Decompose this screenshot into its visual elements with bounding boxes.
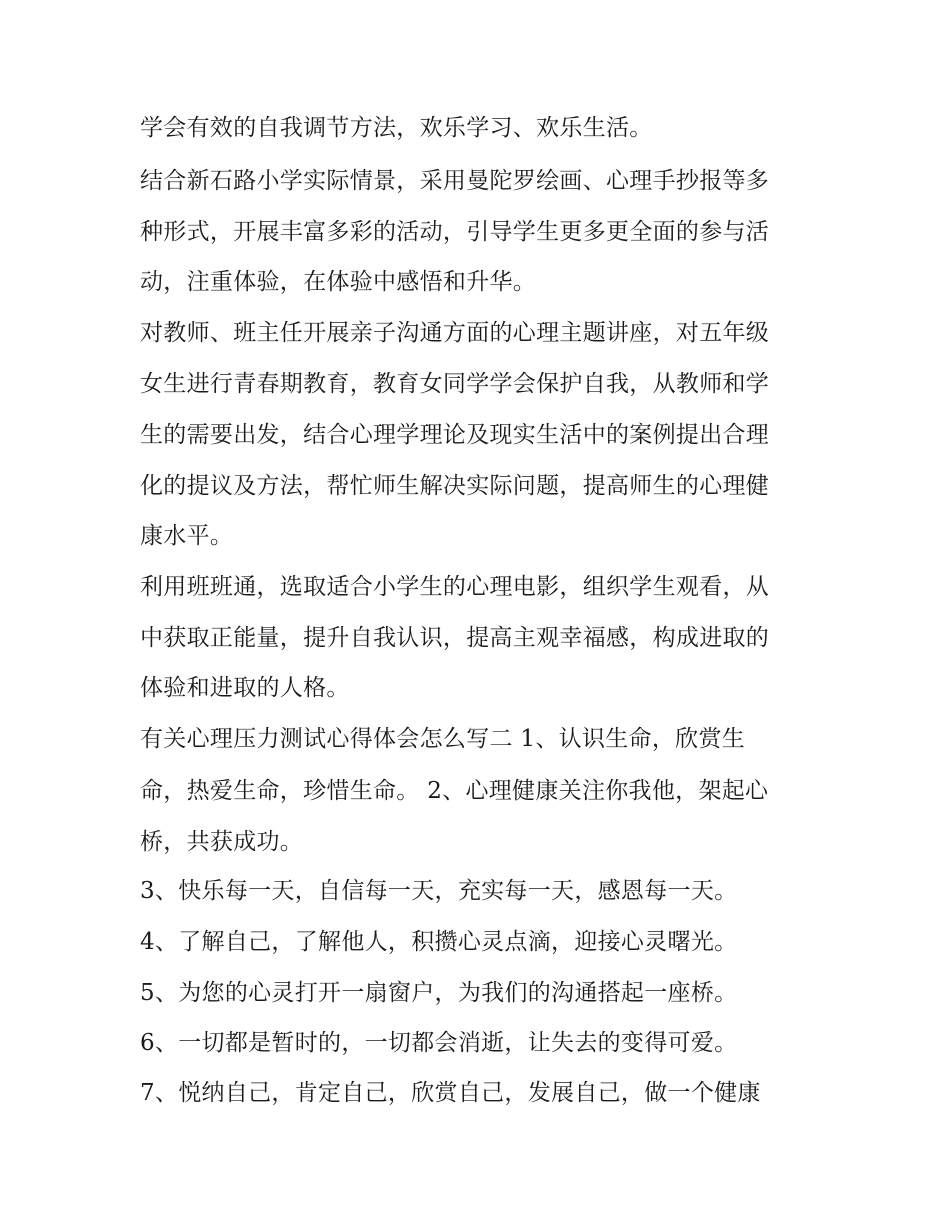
text-line-9: 康水平。 [140,523,234,549]
text-line-2: 结合新石路小学实际情景，采用曼陀罗绘画、心理手抄报等多 [140,168,770,194]
text-line-15: 桥，共获成功。 [140,829,304,855]
text-line-6: 女生进行青春期教育，教育女同学学会保护自我，从教师和学 [140,371,770,397]
text-line-17: 4、了解自己，了解他人，积攒心灵点滴，迎接心灵曙光。 [140,929,738,955]
text-line-18: 5、为您的心灵打开一扇窗户，为我们的沟通搭起一座桥。 [140,980,738,1006]
text-line-14: 命，热爱生命，珍惜生命。 2、心理健康关注你我他，架起心 [140,778,769,804]
text-line-12: 体验和进取的人格。 [140,675,350,701]
text-line-19: 6、一切都是暂时的，一切都会消逝，让失去的变得可爱。 [140,1030,738,1056]
text-line-10: 利用班班通，选取适合小学生的心理电影，组织学生观看，从 [140,574,770,600]
text-line-20: 7、悦纳自己，肯定自己，欣赏自己，发展自己，做一个健康 [140,1080,761,1106]
text-line-8: 化的提议及方法，帮忙师生解决实际问题，提高师生的心理健 [140,473,770,499]
text-line-3: 种形式，开展丰富多彩的活动，引导学生更多更全面的参与活 [140,219,770,245]
text-line-1: 学会有效的自我调节方法，欢乐学习、欢乐生活。 [140,115,653,141]
text-line-7: 生的需要出发，结合心理学理论及现实生活中的案例提出合理 [140,422,770,448]
text-line-11: 中获取正能量，提升自我认识，提高主观幸福感，构成进取的 [140,625,770,651]
text-line-4: 动，注重体验，在体验中感悟和升华。 [140,269,537,295]
text-line-16: 3、快乐每一天，自信每一天，充实每一天，感恩每一天。 [140,878,738,904]
text-line-13: 有关心理压力测试心得体会怎么写二 1、认识生命，欣赏生 [140,726,746,752]
text-line-5: 对教师、班主任开展亲子沟通方面的心理主题讲座，对五年级 [140,320,770,346]
